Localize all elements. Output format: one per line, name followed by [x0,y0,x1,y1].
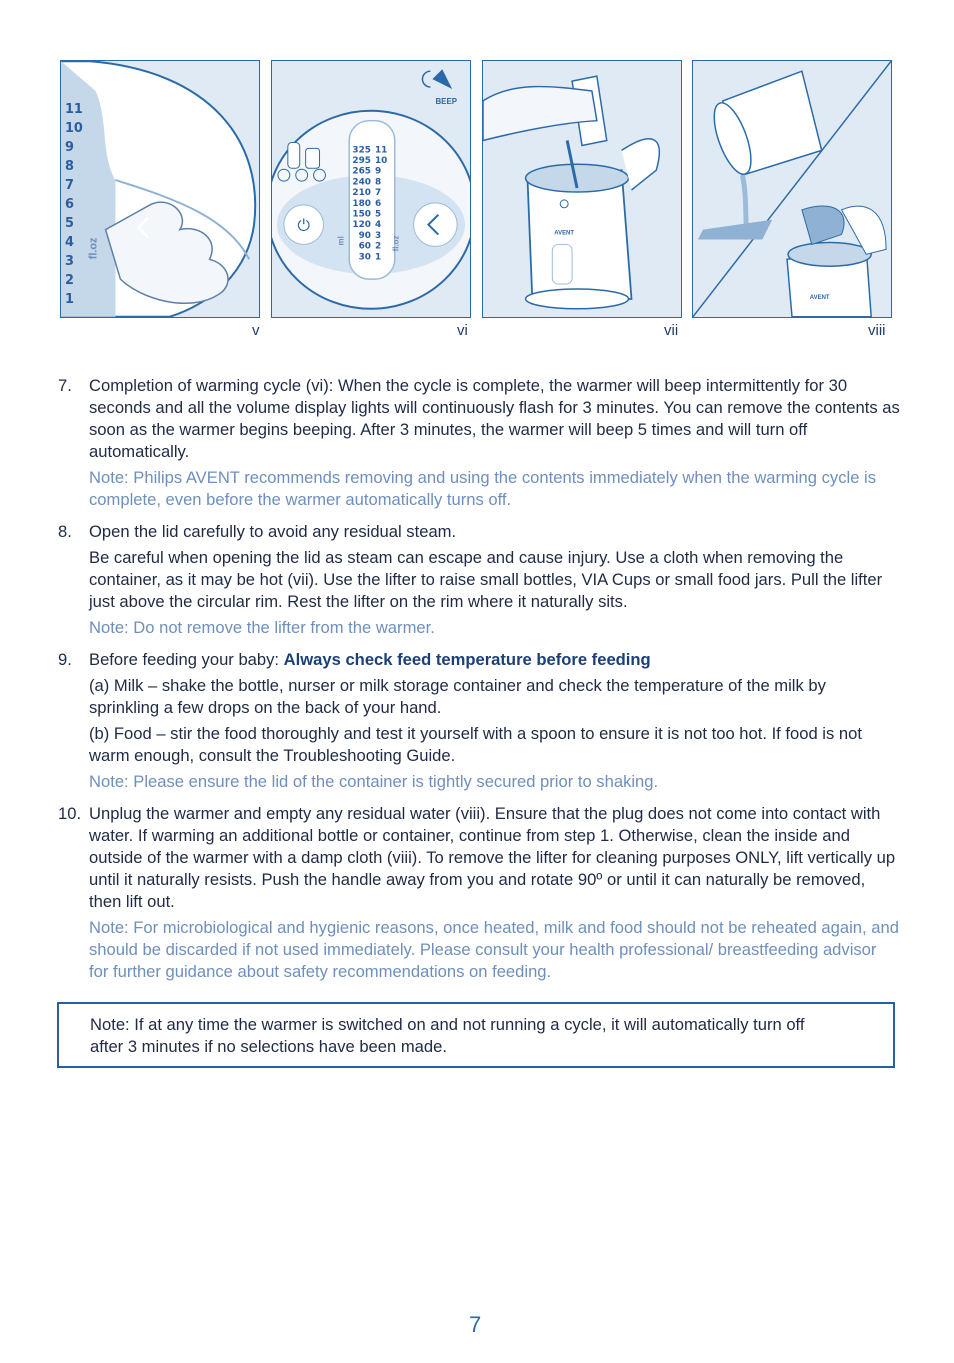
figure-vi-illustration [272,61,470,317]
beep-label: BEEP [435,96,458,106]
ml-value: 210 [352,188,371,199]
step-number: 7. [58,376,72,395]
oz-value: 2 [374,241,382,252]
cup-icon [306,148,320,168]
ml-value: 120 [352,220,371,231]
scale-number: 6 [64,196,74,212]
ml-value: 295 [352,156,371,167]
scale-number: 10 [64,120,83,136]
figure-viii-illustration [693,61,891,317]
scale-number: 7 [64,177,74,193]
ml-value: 150 [352,209,371,220]
power-icon: ⏻ [297,217,310,235]
step-lead-bold: Always check feed temperature before feeding [283,650,651,669]
figure-vi-panel [271,60,471,318]
scale-number: 5 [64,215,74,231]
step-paragraph: Be careful when opening the lid as steam can escape and cause injury. Use a cloth when removing the container, as it may be hot (vii). Use the lifter to raise small bottles, VIA Cups or small food jars. Pull the lifter just above the circular rim. Rest the lifter on the rim where it naturally sits. [89,548,883,611]
step-8 [58,521,900,639]
step-paragraph: Completion of warming cycle (vi): When the cycle is complete, the warmer will beep intermittently for 30 seconds and all the volume display lights will continuously flash for 3 minutes. You can remove the contents as soon as the warmer begins beeping. After 3 minutes, the warmer will beep 5 times and will turn off automatically. [89,376,900,461]
ml-value: 240 [352,177,371,188]
step-note: Note: Do not remove the lifter from the warmer. [89,618,435,637]
step-lead [89,649,900,671]
oz-value: 3 [374,230,382,241]
page-number: 7 [469,1312,482,1337]
fig-vi-ml-unit: ml [336,236,346,246]
oz-value: 5 [374,209,382,220]
step-note: Note: Please ensure the lid of the container is tightly secured prior to shaking. [89,772,659,791]
scale-number: 11 [64,101,83,117]
step-number: 8. [58,522,72,541]
scale-number: 1 [64,291,74,307]
step-number: 10. [58,804,82,823]
caption-v: v [252,322,260,339]
fig-vi-oz-unit: fl.oz [391,235,401,252]
scale-number: 4 [64,234,74,250]
figure-vii-illustration [483,61,681,317]
ml-value: 60 [358,241,371,252]
ml-value: 30 [358,252,371,263]
ml-value: 325 [352,145,371,156]
step-paragraph: (b) Food – stir the food thoroughly and test it yourself with a spoon to ensure it is not too hot. If food is not warm enough, consult the Troubleshooting Guide. [89,724,862,765]
ml-value: 180 [352,198,371,209]
step-note: Note: For microbiological and hygienic reasons, once heated, milk and food should not be reheated again, and should be discarded if not used immediately. Please consult your health professional/ breastfeeding advisor for further guidance about safety recommendations on feeding. [89,918,899,981]
fig-v-unit: fl.oz [87,237,100,260]
oz-value: 6 [374,198,382,209]
figure-viii-panel [692,60,892,318]
bottle-icon [288,142,300,168]
oz-value: 4 [374,220,382,231]
step-note: Note: Philips AVENT recommends removing and using the contents immediately when the warming cycle is complete, even before the warmer automatically turns off. [89,468,877,509]
figure-vii-panel [482,60,682,318]
scale-number: 9 [64,139,74,155]
step-10 [58,803,900,983]
caption-vi: vi [457,322,468,339]
step-7 [58,375,900,511]
scale-number: 3 [64,253,74,269]
boxed-note: Note: If at any time the warmer is switched on and not running a cycle, it will automatically turn off after 3 minutes if no selections have been made. [57,1002,895,1068]
oz-value: 10 [374,156,388,167]
ml-value: 90 [358,230,371,241]
step-lead-text: Before feeding your baby: [89,650,284,669]
fig-vii-brand: AVENT [554,230,574,237]
caption-viii: viii [868,322,886,339]
instruction-steps [58,375,900,993]
oz-value: 11 [374,145,388,156]
scale-number: 2 [64,272,74,288]
figure-v-panel [60,60,260,318]
caption-vii: vii [664,322,679,339]
figure-v-illustration [61,61,259,317]
oz-value: 9 [374,166,382,177]
ml-value: 265 [352,166,371,177]
step-paragraph: (a) Milk – shake the bottle, nurser or milk storage container and check the temperature of the milk by sprinkling a few drops on the back of your hand. [89,676,826,717]
step-number: 9. [58,650,72,669]
step-paragraph: Open the lid carefully to avoid any residual steam. [89,522,457,541]
fig-viii-brand: AVENT [809,294,830,301]
scale-number: 8 [64,158,74,174]
oz-value: 8 [374,177,382,188]
step-paragraph: Unplug the warmer and empty any residual water (viii). Ensure that the plug does not come into contact with water. If warming an additional bottle or container, continue from step 1. Otherwise, clean the inside and outside of the warmer with a damp cloth (viii). To remove the lifter for cleaning purposes ONLY, lift vertically up until it naturally resists. Push the handle away from you and rotate 90º or until it can naturally be removed, then lift out. [89,804,896,911]
oz-value: 7 [374,188,382,199]
oz-value: 1 [374,252,382,263]
step-9 [58,649,900,793]
